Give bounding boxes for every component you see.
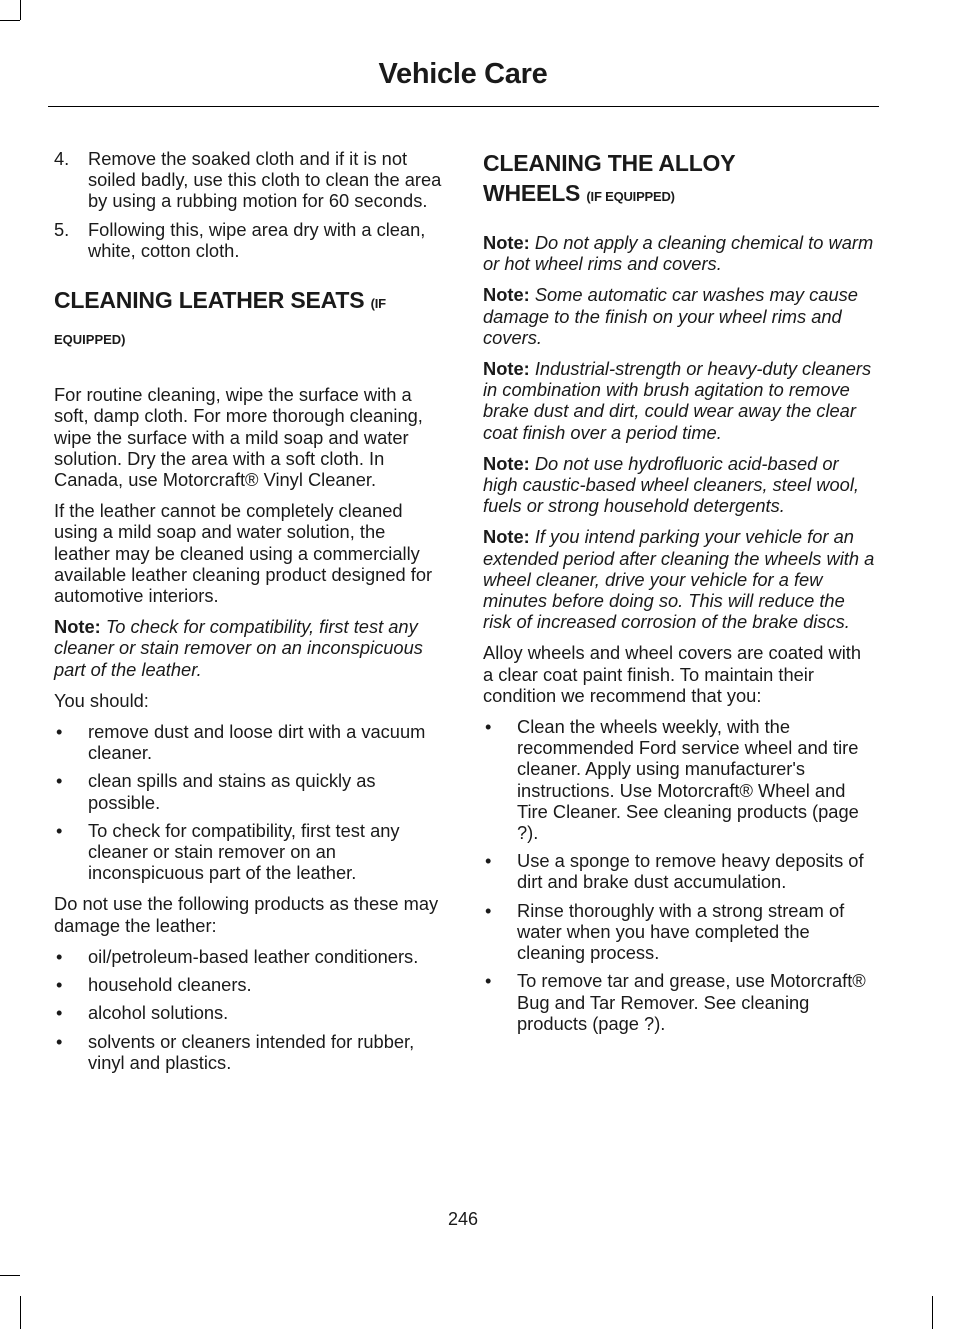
list-item	[483, 970, 875, 1034]
bullet: •	[56, 1002, 63, 1024]
note	[483, 232, 875, 274]
heading-line-1: CLEANING THE ALLOY	[483, 150, 736, 176]
note	[483, 526, 875, 632]
step-number: 5.	[54, 218, 70, 240]
bullet: •	[56, 1030, 63, 1052]
heading-line-2	[483, 178, 875, 212]
heading-suffix-continued: EQUIPPED)	[54, 332, 126, 348]
list-item-text: Use a sponge to remove heavy deposits of dirt and brake dust accumulation.	[517, 850, 864, 893]
list-item	[54, 770, 446, 812]
should-list	[54, 721, 446, 883]
bullet: •	[485, 716, 492, 738]
list-item-text: To check for compatibility, first test any cleaner or stain remover on an inconspicuous part of the leather.	[88, 819, 400, 884]
bullet: •	[56, 721, 63, 743]
step-text: Remove the soaked cloth and if it is not soiled badly, use this cloth to clean the area by using a rubbing motion for 60 seconds.	[88, 148, 442, 212]
section-heading-leather	[54, 285, 446, 319]
note-label: Note:	[54, 616, 101, 638]
crop-mark-bottom-right-vertical	[932, 1296, 933, 1329]
list-item-text: To remove tar and grease, use Motorcraft® Bug and Tar Remover. See cleaning products (page ?).	[517, 970, 866, 1034]
note-label: Note:	[483, 232, 530, 253]
note-label: Note:	[483, 358, 530, 380]
list-item-text: Rinse thoroughly with a strong stream of water when you have completed the cleaning process.	[517, 899, 845, 964]
list-item	[54, 820, 446, 884]
note	[483, 358, 875, 443]
list-item-text: Clean the wheels weekly, with the recommended Ford service wheel and tire cleaner. Apply using manufacturer's instructions. Use Motorcraft® Wheel and Tire Cleaner. See cleaning products (page ?).	[517, 716, 859, 844]
note	[483, 284, 875, 348]
list-item	[483, 900, 875, 964]
paragraph: If the leather cannot be completely cleaned using a mild soap and water solution, the leather may be cleaned using a commercially available leather cleaning product designed for automotive interiors.	[54, 500, 433, 607]
bullet: •	[485, 850, 492, 872]
heading-suffix: (IF	[370, 296, 386, 312]
note	[483, 453, 875, 517]
crop-mark-bottom-left-horizontal	[0, 1275, 20, 1276]
bullet: •	[485, 899, 492, 921]
note-label: Note:	[483, 284, 530, 306]
note-text: Do not apply a cleaning chemical to warm or hot wheel rims and covers.	[483, 232, 874, 275]
note-text: Industrial-strength or heavy-duty cleaners in combination with brush agitation to remove brake dust and dirt, could wear away the clear coat finish over a period time.	[483, 358, 872, 443]
list-item-text: solvents or cleaners intended for rubber, vinyl and plastics.	[88, 1030, 415, 1073]
bullet: •	[56, 819, 63, 841]
list-item	[54, 721, 446, 763]
bullet: •	[56, 974, 63, 996]
list-item	[54, 1002, 446, 1023]
paragraph: Alloy wheels and wheel covers are coated with a clear coat paint finish. To maintain their condition we recommend that you:	[483, 642, 862, 706]
crop-mark-top-left-horizontal	[0, 20, 20, 21]
note-label: Note:	[483, 526, 530, 548]
wheel-care-list	[483, 716, 875, 1034]
heading-suffix: (IF EQUIPPED)	[586, 189, 675, 204]
heading-text: WHEELS	[483, 180, 581, 206]
step-item	[54, 219, 446, 261]
bullet: •	[56, 770, 63, 792]
bullet: •	[56, 945, 63, 967]
note-text: Do not use hydrofluoric acid-based or high caustic-based wheel cleaners, steel wool, fuels or strong household detergents.	[483, 452, 859, 517]
list-item-text: remove dust and loose dirt with a vacuum cleaner.	[88, 721, 426, 764]
step-text: Following this, wipe area dry with a clean, white, cotton cloth.	[88, 218, 426, 261]
crop-mark-bottom-left-vertical	[20, 1296, 21, 1329]
page-number: 246	[447, 1209, 479, 1229]
list-item	[54, 974, 446, 995]
step-number: 4.	[54, 148, 70, 169]
list-item	[483, 850, 875, 892]
note-text: Some automatic car washes may cause damage to the finish on your wheel rims and covers.	[483, 284, 858, 348]
note-label: Note:	[483, 452, 530, 474]
header-rule	[48, 106, 879, 107]
heading-text: CLEANING LEATHER SEATS	[54, 287, 365, 314]
note-text: If you intend parking your vehicle for an extended period after cleaning the wheels with a wheel cleaner, drive your vehicle for a few minutes before doing so. This will reduce the risk of increased corrosion of the brake discs.	[483, 526, 875, 633]
list-item	[54, 1031, 446, 1073]
section-heading-alloy-wheels	[483, 148, 875, 212]
list-item-text: alcohol solutions.	[88, 1002, 229, 1024]
steps-list	[54, 148, 446, 261]
list-item-text: clean spills and stains as quickly as possible.	[88, 770, 376, 813]
list-item-text: oil/petroleum-based leather conditioners.	[88, 945, 419, 967]
paragraph: Do not use the following products as these may damage the leather:	[54, 893, 439, 936]
page-title: Vehicle Care	[378, 58, 548, 90]
crop-mark-top-left-vertical	[20, 0, 21, 20]
list-item-text: household cleaners.	[88, 974, 252, 996]
list-item	[483, 716, 875, 843]
right-column	[483, 148, 875, 1044]
list-item	[54, 946, 446, 967]
note	[54, 616, 446, 680]
avoid-list	[54, 946, 446, 1073]
note-text: To check for compatibility, first test any cleaner or stain remover on an inconspicuous part of the leather.	[54, 616, 423, 680]
left-column	[54, 148, 446, 1083]
step-item	[54, 148, 446, 212]
paragraph: For routine cleaning, wipe the surface with a soft, damp cloth. For more thorough cleaning, wipe the surface with a mild soap and water solution. Dry the area with a soft cloth. In Canada, use Motorcraft® Vinyl Cleaner.	[54, 384, 423, 491]
bullet: •	[485, 970, 492, 992]
paragraph: You should:	[54, 689, 149, 711]
